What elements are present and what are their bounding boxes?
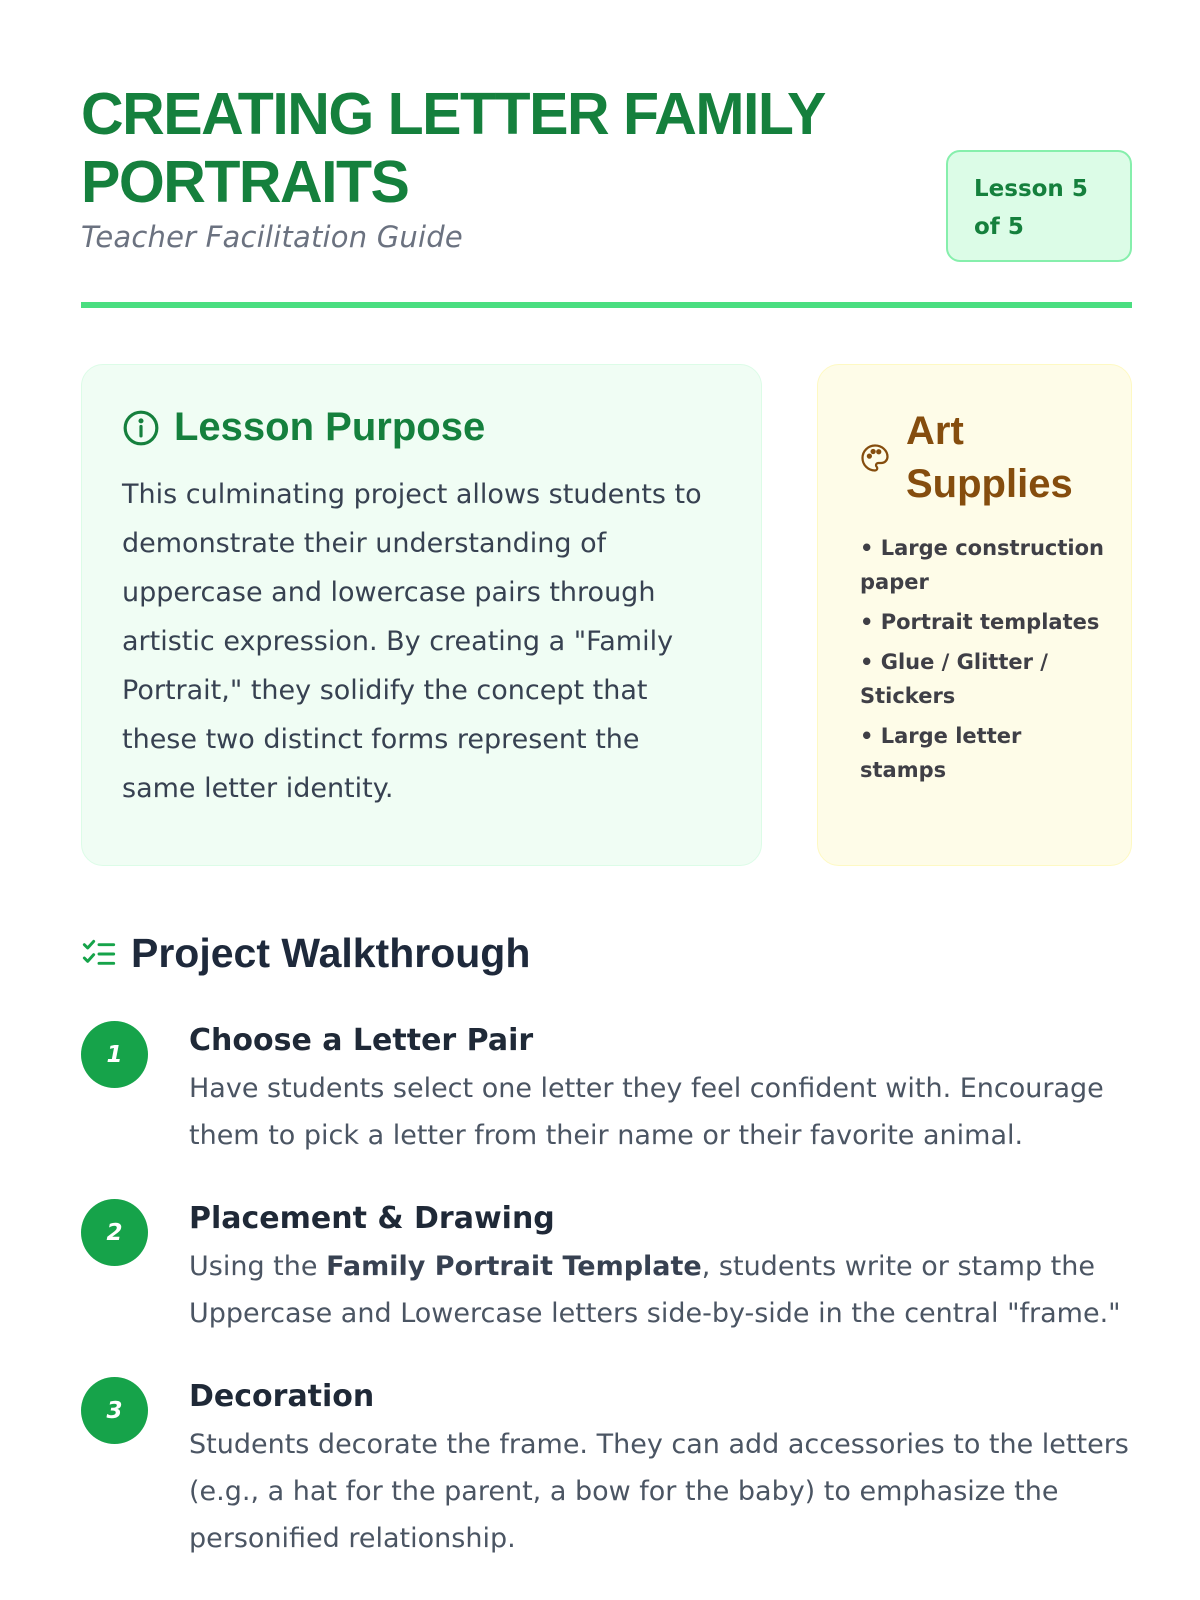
art-supplies-title: Art Supplies (906, 409, 1073, 506)
walkthrough-title: Project Walkthrough (131, 930, 531, 976)
lesson-purpose-heading (122, 405, 721, 450)
checklist-icon (81, 938, 117, 970)
art-supplies-header (860, 405, 1107, 511)
step-text: Have students select one letter they feel confident with. Encourage them to pick a letter from their name or their favorite animal. (189, 1073, 1104, 1151)
step-text (189, 1243, 1132, 1337)
step-title: Decoration (189, 1379, 375, 1414)
list-item: • Large construction paper (860, 531, 1107, 599)
art-supplies-list (860, 531, 1107, 787)
step-number-badge: 2 (81, 1199, 148, 1266)
project-walkthrough (81, 930, 1132, 1600)
lesson-badge: Lesson 5 of 5 (946, 150, 1132, 262)
step-text: Students decorate the frame. They can add accessories to the letters (e.g., a hat for the parent, a bow for the baby) to emphasize the personified relationship. (189, 1429, 1129, 1554)
palette-icon (860, 443, 890, 473)
step-item (81, 1021, 1132, 1159)
header (81, 80, 1132, 300)
page-title: CREATING LETTER FAMILY PORTRAITS (81, 81, 824, 215)
header-divider (81, 302, 1132, 308)
step-number-badge: 3 (81, 1377, 148, 1444)
lesson-purpose-title: Lesson Purpose (174, 405, 486, 449)
art-supplies-card (817, 364, 1132, 866)
step-item (81, 1199, 1132, 1337)
step-number-badge: 1 (81, 1021, 148, 1088)
step-title: Placement & Drawing (189, 1201, 555, 1236)
step-text-before: Using the (189, 1251, 327, 1282)
list-item: • Portrait templates (860, 605, 1107, 639)
list-item: • Glue / Glitter / Stickers (860, 645, 1107, 713)
info-circle-icon (122, 409, 160, 447)
step-item (81, 1377, 1132, 1562)
walkthrough-header (81, 930, 1132, 977)
page-subtitle: Teacher Facilitation Guide (81, 220, 463, 254)
step-text-after: , students write or stamp the Uppercase and Lowercase letters side-by-side in the central "frame." (189, 1251, 1121, 1329)
page (81, 80, 1132, 1554)
lesson-purpose-text: This culminating project allows students to demonstrate their understanding of uppercase and lowercase pairs through artistic expression. By creating a "Family Portrait," they solidify the concept that these two distinct forms represent the same letter identity. (122, 479, 702, 804)
lesson-purpose-card (81, 364, 762, 866)
template-name: Family Portrait Template (326, 1251, 702, 1282)
list-item: • Large letter stamps (860, 719, 1107, 787)
step-title: Choose a Letter Pair (189, 1023, 534, 1058)
info-cards (81, 364, 1132, 866)
